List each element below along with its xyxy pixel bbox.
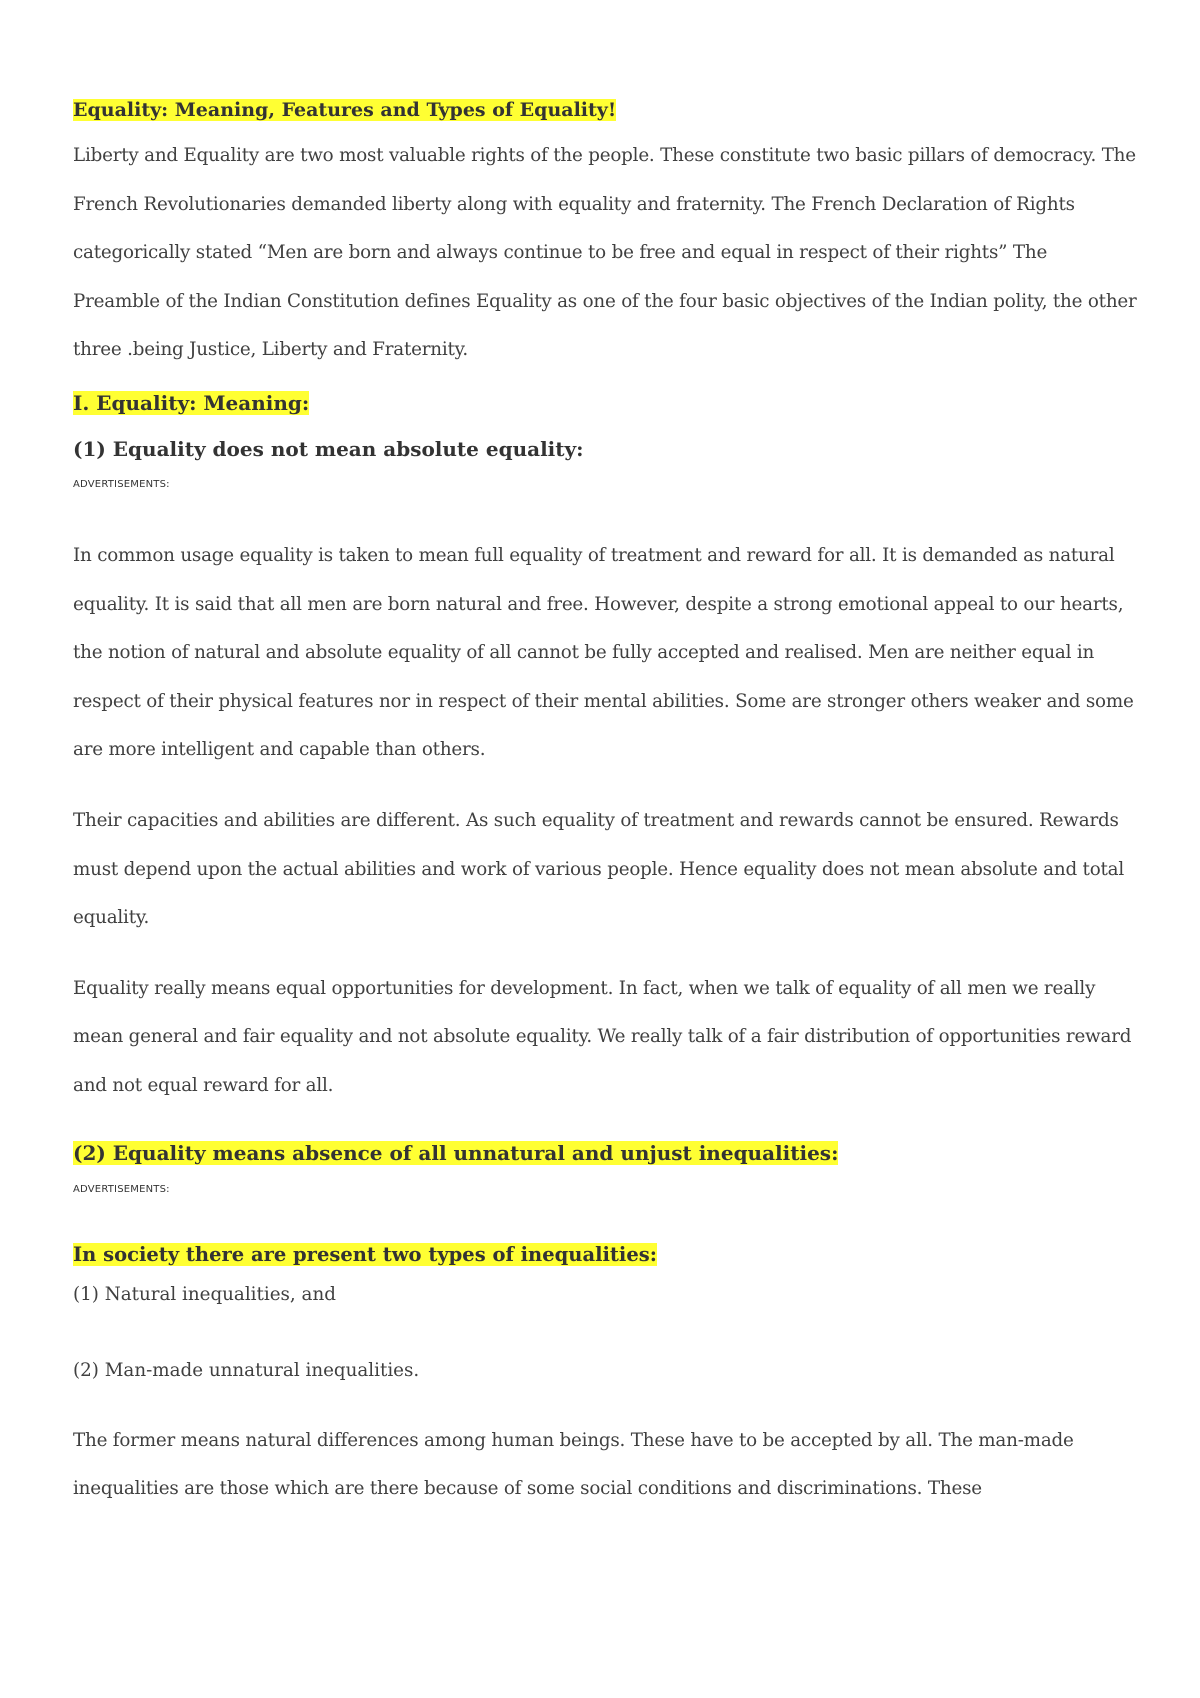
paragraph-capacities: Their capacities and abilities are different. As such equality of treatment and rewards cannot be ensured. Rewards must depend upon the actual abilities and work of various people. Hence equality does not mean absolute and total equality. bbox=[73, 809, 1125, 929]
paragraph-common-usage: In common usage equality is taken to mean full equality of treatment and reward for all. It is demanded as natural equality. It is said that all men are born natural and free. However, despite a strong emotional appeal to our hearts, the notion of natural and absolute equality of all cannot be fully accepted and realised. Men are neither equal in respect of their physical features nor in respect of their mental abilities. Some are stronger others weaker and some are more intelligent and capable than others. bbox=[73, 544, 1134, 761]
intro-paragraph: Liberty and Equality are two most valuable rights of the people. These constitute two basic pillars of democracy. The French Revolutionaries demanded liberty along with equality and fraternity. The French Declaration of Rights categorically stated “Men are born and always continue to be free and equal in respect of their rights” The Preamble of the Indian Constitution defines Equality as one of the four basic objectives of the Indian polity, the other three .being Justice, Liberty and Fraternity. bbox=[73, 145, 1137, 361]
list-item-man-made: (2) Man-made unnatural inequalities. bbox=[73, 1359, 420, 1381]
document-title bbox=[73, 92, 1138, 128]
subheading-absolute-equality: (1) Equality does not mean absolute equality: bbox=[73, 436, 584, 461]
subheading-unjust-inequalities bbox=[73, 1135, 1138, 1171]
lead-highlight: In society there are present two types of inequalities: bbox=[73, 1242, 657, 1266]
section-heading-meaning bbox=[73, 385, 1138, 421]
advertisement-label-2: ADVERTISEMENTS: bbox=[73, 1183, 170, 1195]
list-item-natural: (1) Natural inequalities, and bbox=[73, 1283, 336, 1305]
document-page bbox=[73, 92, 1138, 1514]
section-heading-highlight: I. Equality: Meaning: bbox=[73, 390, 310, 415]
lead-two-types bbox=[73, 1237, 1138, 1273]
paragraph-former-means: The former means natural differences among human beings. These have to be accepted by all. The man-made inequalities are those which are there because of some social conditions and discriminations. These bbox=[73, 1429, 1074, 1500]
title-highlight: Equality: Meaning, Features and Types of Equality! bbox=[73, 99, 617, 121]
subheading-highlight: (2) Equality means absence of all unnatural and unjust inequalities: bbox=[73, 1140, 839, 1165]
paragraph-equal-opportunities: Equality really means equal opportunities for development. In fact, when we talk of equality of all men we really mean general and fair equality and not absolute equality. We really talk of a fair distribution of opportunities reward and not equal reward for all. bbox=[73, 977, 1132, 1096]
advertisement-label: ADVERTISEMENTS: bbox=[73, 478, 170, 490]
